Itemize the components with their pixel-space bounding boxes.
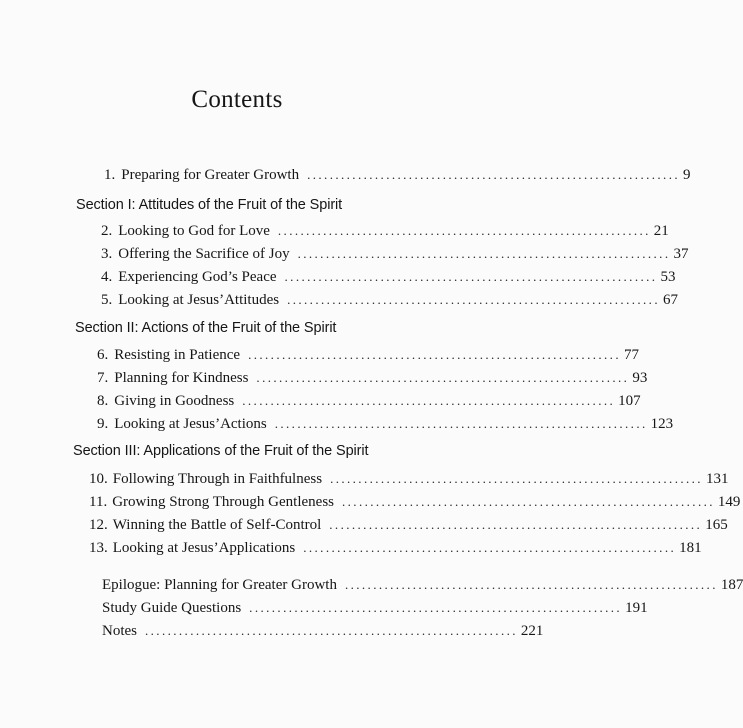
dot-leader: ..................................................................: [297, 246, 671, 261]
chapter-number: 7.: [97, 370, 109, 386]
page-number: 21: [653, 223, 669, 239]
dot-leader: ..................................................................: [329, 517, 703, 532]
dot-leader: ..................................................................: [307, 167, 681, 182]
chapter-title: Resisting in Patience: [114, 347, 241, 363]
page-number: 187: [720, 577, 743, 593]
dot-leader: ..................................................................: [248, 347, 621, 362]
dot-leader: ..................................................................: [256, 370, 630, 385]
page-number: 165: [705, 517, 728, 533]
page-number: 67: [662, 292, 678, 308]
toc-entry-epilogue[interactable]: [102, 575, 743, 595]
chapter-title: Offering the Sacrifice of Joy: [118, 246, 290, 262]
chapter-title: Experiencing God’s Peace: [118, 269, 277, 285]
page-number: 191: [625, 600, 648, 616]
chapter-number: 10.: [89, 471, 108, 487]
page-title: Contents: [191, 86, 283, 113]
section-heading-3: Section III: Applications of the Fruit of the Spirit: [73, 443, 369, 459]
page-number: 123: [650, 416, 674, 432]
chapter-number: 1.: [104, 167, 116, 183]
chapter-title: Looking at Jesus’Attitudes: [118, 292, 280, 308]
toc-entry-chapter-11[interactable]: [89, 492, 741, 512]
page-number: 181: [679, 540, 702, 556]
toc-entry-chapter-7[interactable]: [97, 368, 648, 388]
chapter-number: 12.: [89, 517, 108, 533]
dot-leader: ..................................................................: [303, 540, 677, 555]
dot-leader: ..................................................................: [274, 416, 648, 431]
dot-leader: ..................................................................: [277, 223, 651, 238]
chapter-number: 8.: [97, 393, 109, 409]
page-number: 93: [632, 370, 648, 386]
chapter-number: 3.: [101, 246, 113, 262]
toc-entry-chapter-12[interactable]: [89, 515, 728, 535]
chapter-title: Looking at Jesus’Applications: [112, 540, 296, 556]
toc-entry-chapter-9[interactable]: [97, 414, 674, 434]
toc-entry-chapter-3[interactable]: [101, 244, 689, 264]
dot-leader: ..................................................................: [342, 494, 715, 509]
toc-entry-study-guide[interactable]: [102, 598, 648, 618]
dot-leader: ..................................................................: [242, 393, 616, 408]
chapter-number: 6.: [97, 347, 109, 363]
chapter-title: Planning for Kindness: [114, 370, 249, 386]
toc-entry-chapter-2[interactable]: [101, 221, 669, 241]
chapter-number: 9.: [97, 416, 109, 432]
toc-entry-chapter-5[interactable]: [101, 290, 678, 310]
toc-entry-chapter-1[interactable]: [104, 165, 691, 185]
toc-entry-chapter-4[interactable]: [101, 267, 676, 287]
chapter-number: 13.: [89, 540, 108, 556]
page-number: 77: [623, 347, 639, 363]
toc-entry-chapter-8[interactable]: [97, 391, 641, 411]
toc-entry-notes[interactable]: [102, 621, 544, 641]
page-number: 131: [705, 471, 729, 487]
dot-leader: ..................................................................: [249, 600, 623, 615]
chapter-title: Winning the Battle of Self-Control: [112, 517, 322, 533]
chapter-title: Giving in Goodness: [114, 393, 235, 409]
dot-leader: ..................................................................: [330, 471, 703, 486]
toc-entry-chapter-10[interactable]: [89, 469, 729, 489]
page-number: 221: [520, 623, 544, 639]
section-heading-1: Section I: Attitudes of the Fruit of the Spirit: [76, 197, 343, 213]
entry-title: Epilogue: Planning for Greater Growth: [102, 577, 337, 593]
dot-leader: ..................................................................: [284, 269, 658, 284]
chapter-title: Looking to God for Love: [118, 223, 270, 239]
chapter-title: Looking at Jesus’Actions: [114, 416, 267, 432]
page-number: 53: [660, 269, 676, 285]
chapter-title: Growing Strong Through Gentleness: [112, 494, 334, 510]
toc-entry-chapter-13[interactable]: [89, 538, 702, 558]
page-number: 149: [717, 494, 741, 510]
page-number: 37: [673, 246, 689, 262]
chapter-number: 2.: [101, 223, 113, 239]
dot-leader: ..................................................................: [344, 577, 718, 592]
page-number: 9: [683, 167, 691, 183]
entry-title: Notes: [102, 623, 137, 639]
dot-leader: ..................................................................: [287, 292, 660, 307]
chapter-number: 4.: [101, 269, 113, 285]
chapter-number: 5.: [101, 292, 113, 308]
chapter-number: 11.: [89, 494, 108, 510]
entry-title: Study Guide Questions: [102, 600, 242, 616]
chapter-title: Preparing for Greater Growth: [121, 167, 300, 183]
toc-entry-chapter-6[interactable]: [97, 345, 639, 365]
chapter-title: Following Through in Faithfulness: [112, 471, 323, 487]
page-number: 107: [618, 393, 641, 409]
section-heading-2: Section II: Actions of the Fruit of the Spirit: [75, 320, 337, 336]
dot-leader: ..................................................................: [145, 623, 518, 638]
